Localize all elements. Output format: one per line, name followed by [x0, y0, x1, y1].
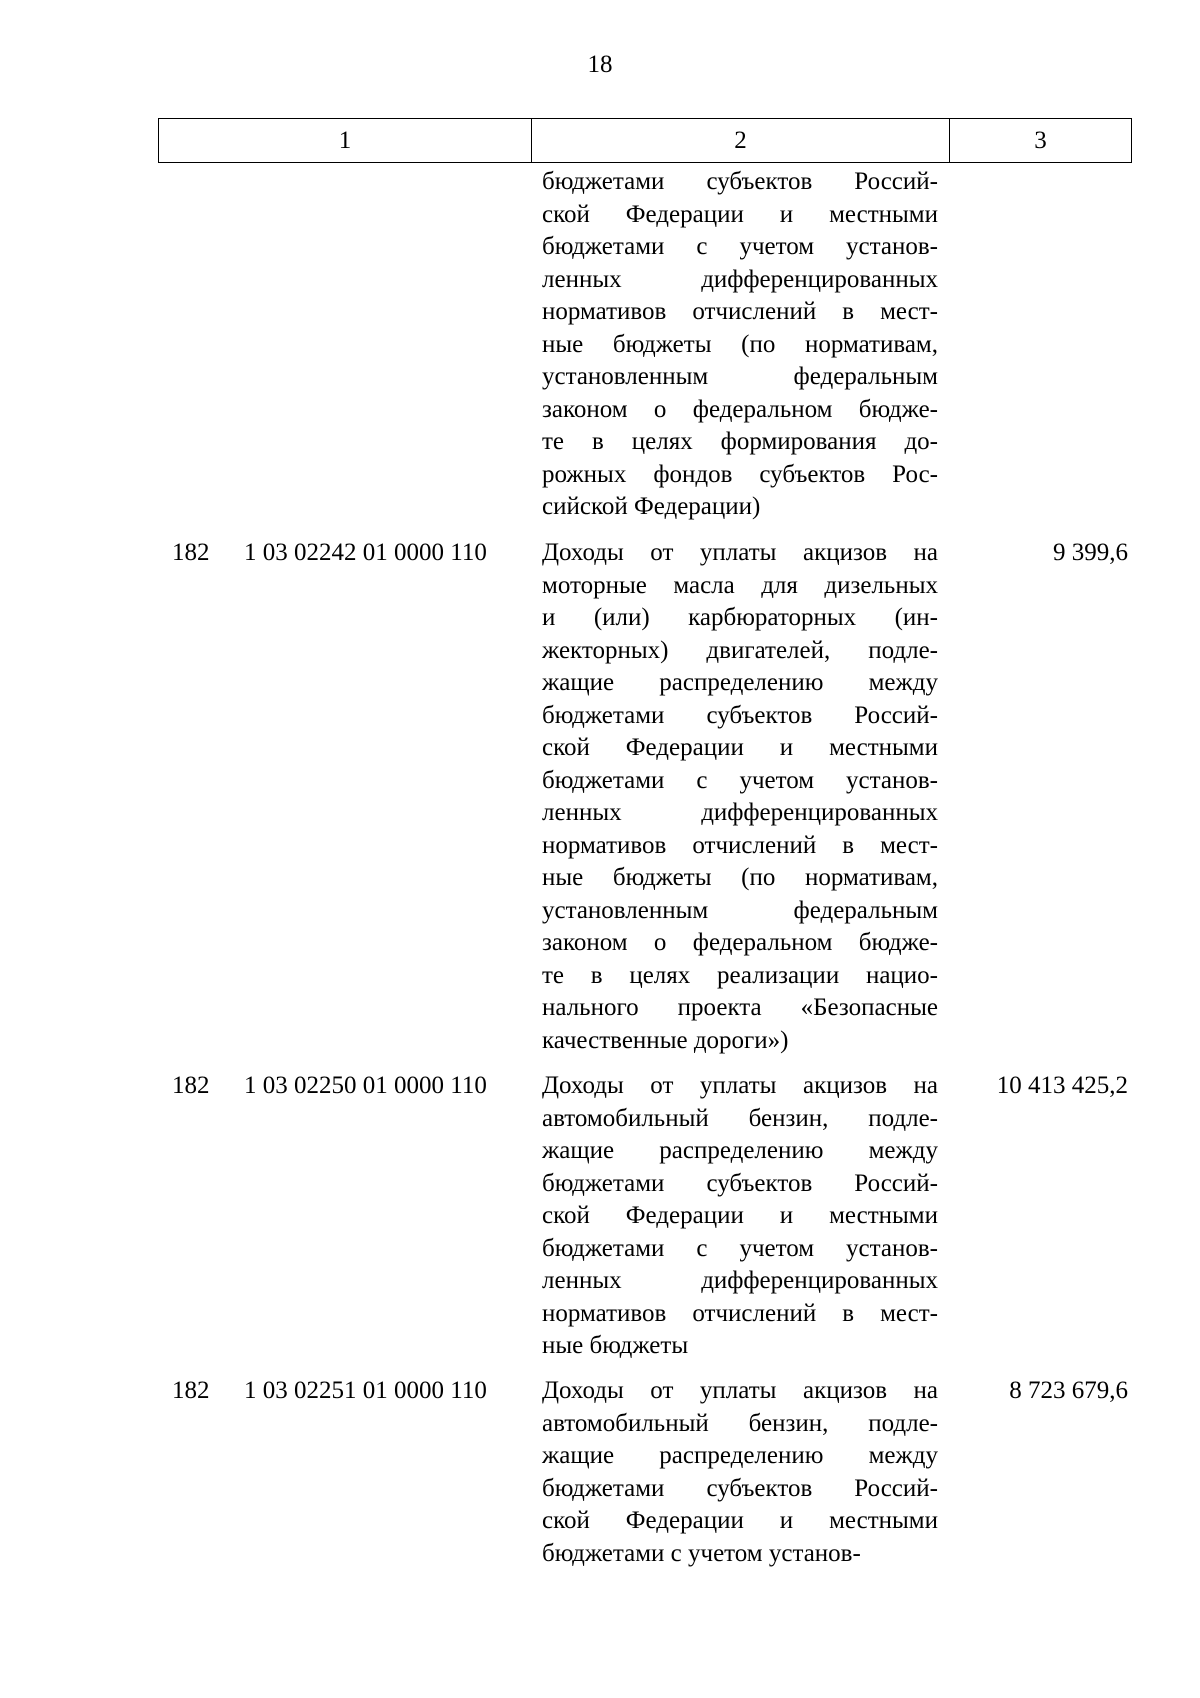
description-line: ные бюджеты (по нормативам, — [542, 864, 938, 891]
description-line: автомобильный бензин, подле- — [542, 1409, 938, 1437]
description-line: автомобильный бензин, подле- — [542, 1104, 938, 1132]
description-line: моторные масла для дизельных — [542, 571, 938, 599]
description-line: законом о федеральном бюдже- — [542, 395, 938, 423]
description-line: нормативов отчислений в мест- — [542, 298, 938, 325]
admin-code: 182 — [172, 1072, 210, 1099]
description-line: бюджетами субъектов Россий- — [542, 1474, 938, 1502]
description-line: рожных фондов субъектов Рос- — [542, 460, 938, 488]
description-line: ленных дифференцированных — [542, 265, 938, 293]
description-line: установленным федеральным — [542, 896, 938, 924]
income-description — [542, 1375, 938, 1570]
description-line: бюджетами с учетом установ- — [542, 233, 938, 260]
description-line: жекторных) двигателей, подле- — [542, 636, 938, 664]
amount: 8 723 679,6 — [1009, 1377, 1128, 1404]
description-line: ленных дифференцированных — [542, 799, 938, 826]
description-line: бюджетами субъектов Россий- — [542, 168, 938, 195]
description-line: ской Федерации и местными — [542, 1507, 938, 1534]
description-line: бюджетами с учетом установ- — [542, 766, 938, 794]
description-line: ской Федерации и местными — [542, 200, 938, 228]
description-line: ные бюджеты (по нормативам, — [542, 330, 938, 358]
description-line: ской Федерации и местными — [542, 734, 938, 761]
description-line: нормативов отчислений в мест- — [542, 1299, 938, 1327]
budget-classification-code: 1 03 02251 01 0000 110 — [244, 1377, 487, 1404]
description-line: и (или) карбюраторных (ин- — [542, 604, 938, 631]
description-line: качественные дороги») — [542, 1026, 789, 1054]
income-description — [542, 537, 938, 1057]
description-line: те в целях реализации нацио- — [542, 961, 938, 989]
description-line: установленным федеральным — [542, 363, 938, 390]
column-header-2: 2 — [532, 119, 950, 162]
description-line: Доходы от уплаты акцизов на — [542, 539, 938, 566]
description-line: жащие распределению между — [542, 669, 938, 696]
amount: 9 399,6 — [1053, 539, 1128, 566]
description-line: нального проекта «Безопасные — [542, 994, 938, 1021]
continued-description — [542, 166, 938, 524]
description-line: ленных дифференцированных — [542, 1267, 938, 1294]
budget-classification-code: 1 03 02242 01 0000 110 — [244, 539, 487, 566]
description-line: жащие распределению между — [542, 1137, 938, 1164]
description-line: Доходы от уплаты акцизов на — [542, 1072, 938, 1099]
description-line: ской Федерации и местными — [542, 1202, 938, 1229]
description-line: нормативов отчислений в мест- — [542, 831, 938, 859]
budget-classification-code: 1 03 02250 01 0000 110 — [244, 1072, 487, 1099]
income-description — [542, 1070, 938, 1363]
amount: 10 413 425,2 — [996, 1072, 1128, 1099]
description-line: законом о федеральном бюдже- — [542, 929, 938, 956]
page-number: 18 — [587, 51, 613, 78]
description-line: сийской Федерации) — [542, 493, 761, 520]
column-header-1: 1 — [159, 119, 532, 162]
description-line: бюджетами субъектов Россий- — [542, 701, 938, 729]
description-line: ные бюджеты — [542, 1332, 689, 1359]
description-line: бюджетами с учетом установ- — [542, 1234, 938, 1262]
admin-code: 182 — [172, 1377, 210, 1404]
description-line: те в целях формирования до- — [542, 428, 938, 455]
description-line: бюджетами с учетом установ- — [542, 1539, 861, 1567]
description-line: жащие распределению между — [542, 1442, 938, 1469]
description-line: бюджетами субъектов Россий- — [542, 1169, 938, 1197]
column-header-3: 3 — [1034, 126, 1047, 154]
admin-code: 182 — [172, 539, 210, 566]
table-header — [158, 118, 1132, 163]
description-line: Доходы от уплаты акцизов на — [542, 1377, 938, 1404]
